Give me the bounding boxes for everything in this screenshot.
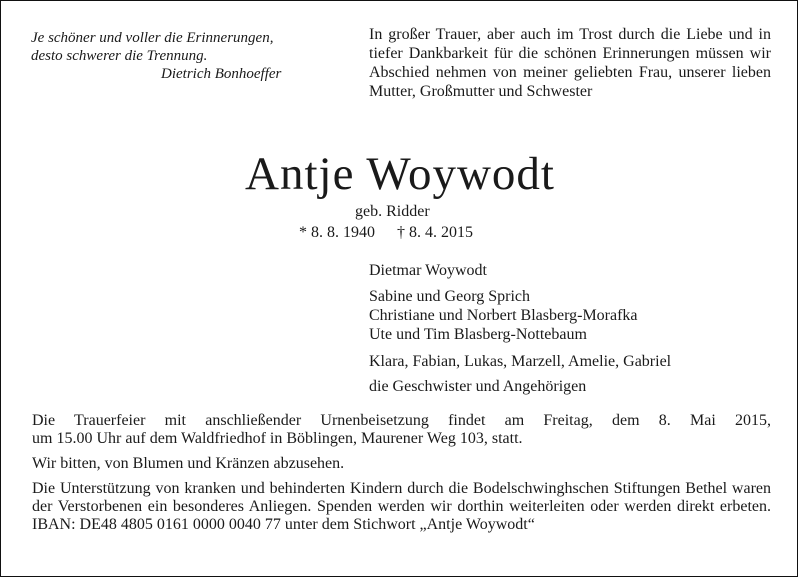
funeral-notice [32, 412, 771, 448]
birth-date: * 8. 8. 1940 [299, 224, 375, 241]
mourner-child: Ute und Tim Blasberg-Nottebaum [369, 326, 587, 343]
life-dates [299, 223, 473, 242]
death-date: † 8. 4. 2015 [397, 224, 473, 241]
mourner-child: Sabine und Georg Sprich [369, 288, 531, 305]
epigraph-quote [31, 29, 331, 83]
mourner-others: die Geschwister und Angehörigen [369, 378, 587, 395]
quote-line-2: desto schwerer die Trennung. [31, 48, 208, 64]
quote-line-1: Je schöner und voller die Erinnerungen, [31, 30, 274, 46]
mourners-list [369, 261, 789, 396]
mourner-children-group [369, 287, 789, 344]
funeral-notice-line-1: Die Trauerfeier mit anschließender Urnenbeisetzung findet am Freitag, dem 8. Mai 2015, [32, 412, 771, 429]
notices [32, 412, 771, 541]
deceased-name: Antje Woywodt [245, 148, 555, 200]
mourner-spouse: Dietmar Woywodt [369, 262, 487, 279]
birth-name: geb. Ridder [355, 203, 430, 220]
donation-notice: Die Unterstützung von kranken und behinderten Kindern durch die Bodelschwinghschen Stiftungen Bethel waren der Verstorbenen ein besonderes Anliegen. Spenden werden wir dorthin weiterleiten oder werden direkt erbeten. IBAN: DE48 4805 0161 0000 0040 77 unter dem Stichwort „Antje Woywodt“ [32, 480, 771, 533]
quote-author: Dietrich Bonhoeffer [161, 66, 282, 82]
mourner-child: Christiane und Norbert Blasberg-Morafka [369, 307, 638, 324]
flowers-notice: Wir bitten, von Blumen und Kränzen abzusehen. [32, 455, 345, 472]
funeral-notice-line-2: um 15.00 Uhr auf dem Waldfriedhof in Böblingen, Maurener Weg 103, statt. [32, 430, 523, 447]
intro-paragraph: In großer Trauer, aber auch im Trost durch die Liebe und in tiefer Dankbarkeit für die schönen Erinnerungen müssen wir Abschied nehmen von meiner geliebten Frau, unserer lieben Mutter, Großmutter und Schwester [369, 26, 771, 100]
mourner-grandchildren: Klara, Fabian, Lukas, Marzell, Amelie, Gabriel [369, 353, 672, 370]
